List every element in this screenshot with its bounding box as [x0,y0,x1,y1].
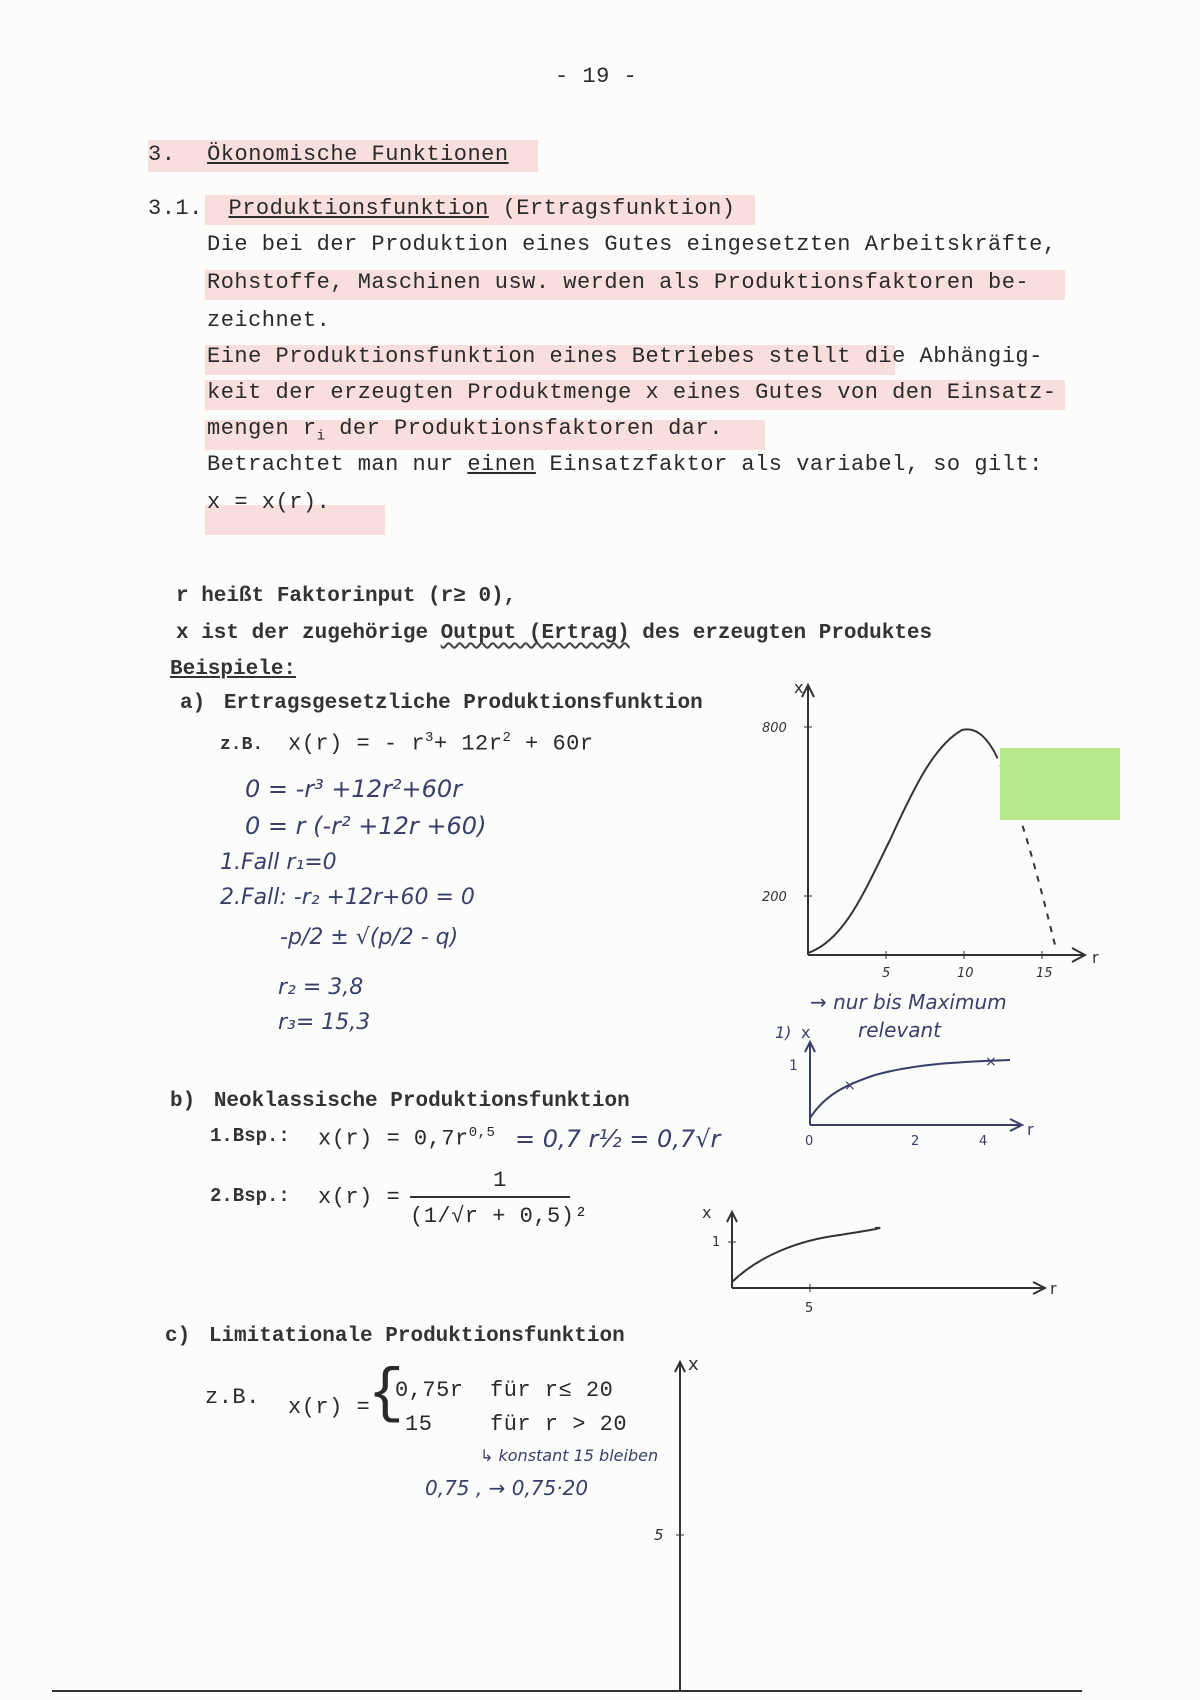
x-tick-label: 10 [957,966,974,981]
paragraph-line: x = x(r). [207,490,331,515]
example-label: b) [170,1090,196,1113]
case1-value: 0,75r [395,1378,464,1403]
zb-label: z.B. [220,735,264,755]
page-number: - 19 - [555,64,638,89]
zb-label: z.B. [205,1385,260,1410]
y-axis-label: x [794,678,804,697]
paragraph-line: zeichnet. [207,308,331,333]
text-span: der Produktionsfaktoren dar. [325,416,723,441]
subscript: i [316,428,326,445]
y-tick-label: 1 [789,1058,798,1074]
y-tick-label: 1 [712,1235,721,1250]
section-title: Ökonomische Funktionen [207,142,509,167]
underlined-word: einen [467,452,536,477]
definition-input: r heißt Faktorinput (r≥ 0), [176,585,517,608]
handwritten-note: 0,75 , → 0,75·20 [425,1476,589,1500]
graph-b1 [775,1020,1045,1160]
point-marker: × [985,1054,997,1070]
example-a-heading [180,692,703,715]
paragraph-line [207,452,1043,477]
case1-condition: für r≤ 20 [490,1378,614,1403]
bottom-rule [52,1690,1082,1692]
exponent: 3 [425,730,434,746]
handwritten-note: → nur bis Maximum [810,990,1007,1014]
y-axis-label: x [702,1203,712,1222]
section-number: 3. [148,142,176,167]
fraction-bar [410,1196,570,1198]
graph-a [750,675,1110,985]
x-axis-label: r [1092,948,1099,967]
formula-part: x(r) = - r [288,731,426,757]
x-tick-label: 4 [979,1134,988,1149]
text-span: Betrachtet man nur [207,452,468,477]
example-c-heading [165,1325,625,1348]
y-tick-label: 200 [762,890,787,905]
paragraph-line: Eine Produktionsfunktion eines Betriebes stellt die Abhängig- [207,344,1043,369]
bsp2-lhs: x(r) = [318,1185,401,1210]
production-curve [808,729,995,953]
subsection-heading [148,196,736,221]
subsection-number: 3.1. [148,196,203,221]
handwritten-step: 0 = r (-r² +12r +60) [245,812,487,840]
exponent: 0,5 [468,1125,496,1141]
formula-part: x(r) = 0,7r [318,1126,469,1152]
example-title: Ertragsgesetzliche Produktionsfunktion [223,692,703,715]
handwritten-step: r₃= 15,3 [278,1010,371,1035]
subsection-subtitle: (Ertragsfunktion) [502,196,736,221]
text-span: Einsatzfaktor als variabel, so gilt: [535,452,1043,477]
definition-output [176,622,932,645]
handwritten-step: 2.Fall: -r₂ +12r+60 = 0 [220,885,475,910]
x-tick-label: 0 [805,1134,814,1149]
x-axis-label: r [1050,1279,1057,1298]
point-marker: × [844,1078,856,1094]
x-tick-label: 2 [911,1134,920,1149]
example-label: c) [165,1325,191,1348]
y-axis-label: x [801,1023,811,1042]
examples-heading: Beispiele: [170,658,297,681]
handwritten-step: 0 = -r³ +12r²+60r [245,775,463,803]
graph-c [640,1350,730,1690]
y-axis-label: x [688,1354,699,1375]
x-tick-label: 15 [1036,966,1053,981]
subsection-title: Produktionsfunktion [228,196,489,221]
x-axis-label: r [1027,1120,1034,1139]
underlined-term: Output (Ertrag) [440,622,630,645]
brace: { [368,1361,405,1429]
handwritten-note: relevant [858,1018,941,1042]
paragraph-line: keit der erzeugten Produktmenge x eines Gutes von den Einsatz- [207,380,1057,405]
example-title: Neoklassische Produktionsfunktion [213,1090,630,1113]
curve [732,1228,880,1282]
sqrt-curve [810,1060,1010,1118]
example-b-heading [170,1090,630,1113]
handwritten-note: ↳ konstant 15 bleiben [480,1446,659,1465]
text-span: mengen r [207,416,317,441]
case2-value: 15 [405,1412,433,1437]
y-tick-label: 800 [762,721,787,736]
text-span: des erzeugten Produktes [629,622,933,645]
paragraph-line: Die bei der Produktion eines Gutes eingesetzten Arbeitskräfte, [207,232,1057,257]
section-heading [148,142,509,167]
limitational-lhs: x(r) = [288,1395,371,1420]
formula-a [288,730,594,756]
handwritten-step: r₂ = 3,8 [278,975,364,1000]
paragraph-line: Rohstoffe, Maschinen usw. werden als Produktionsfaktoren be- [207,270,1030,295]
x-tick-label: 5 [882,966,891,981]
handwritten-step: -p/2 ± √(p/2 - q) [280,925,459,950]
formula-part: + 12r [433,731,503,757]
exponent: 2 [502,730,512,746]
text-span: x ist der zugehörige [176,622,441,645]
sticky-note [1000,748,1120,820]
handwritten-step: = 0,7 r½ = 0,7√r [515,1125,721,1153]
x-tick-label: 5 [805,1301,814,1316]
paragraph-line [207,416,723,444]
fraction-numerator: 1 [493,1168,507,1193]
example-title: Limitationale Produktionsfunktion [208,1325,625,1348]
bsp2-label: 2.Bsp.: [210,1185,290,1207]
handwritten-step: 1.Fall r₁=0 [220,850,337,875]
graph-b2 [690,1200,1070,1320]
formula-part: + 60r [511,731,594,757]
graph-prefix: 1) [775,1023,792,1042]
fraction-denominator: (1/√r + 0,5)² [410,1204,589,1229]
y-tick-label: 5 [654,1526,664,1544]
bsp1-label: 1.Bsp.: [210,1125,290,1147]
case2-condition: für r > 20 [490,1412,628,1437]
bsp1-formula [318,1125,495,1151]
example-label: a) [180,692,206,715]
